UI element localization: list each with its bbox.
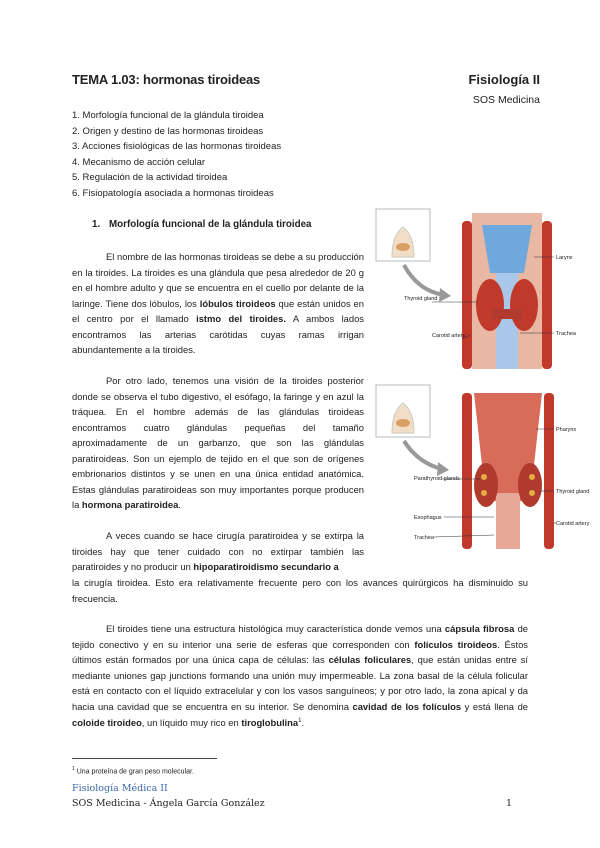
footnote: $^1$ Una proteína de gran peso molecular. [72,766,194,776]
footer-course: Fisiología Médica II [72,783,168,794]
label-carotid-artery: Carotid artery [432,333,466,339]
page-number: 1 [506,798,513,809]
label-pharynx: Pharynx [556,427,577,433]
label-thyroid-gland: Thyroid gland [404,296,438,302]
table-of-contents [72,108,281,201]
paragraph-2: Por otro lado, tenemos una visión de la tiroides posterior donde se observa el tubo digestivo, el esófago, la faringe y en azul la tráquea. En el hombre además de las glándulas tiroideas encontramos cuatro glándulas pequeñas del tamaño aproximadamente de un garbanzo, que son las glándulas paratiroideas. Son un ejemplo de tejido en el que son de orígenes embrionarios distintos y se unen en una única entidad anatómica. Estas glándulas paratiroideas son muy importantes porque producen la hormona paratiroidea. [72,375,364,510]
arrow-head-icon [437,462,449,476]
thyroid-anterior-figure [374,207,578,369]
carotid-right-shape [544,393,554,549]
footer-author: SOS Medicina - Ángela García González [72,798,265,809]
carotid-left-shape [462,393,472,549]
thyroid-isthmus-shape [492,309,522,319]
label-carotid-artery: Carotid artery [556,521,590,527]
thyroid-posterior-figure [374,383,590,549]
label-thyroid-gland: Thyroid gland [556,489,590,495]
thyroid-lobe-left-shape [474,463,498,507]
label-parathyroid-glands: Parathyroid glands [414,476,460,482]
toc-item: 2. Origen y destino de las hormonas tiroideas [72,125,264,137]
carotid-right-shape [542,221,552,369]
paragraph-3b: la cirugía tiroidea. Esto era relativamente frecuente pero con los avances quirúrgicos ha disminuido su frecuencia. [72,577,528,604]
inset-thyroid-icon [396,419,410,427]
thyroid-lobe-left-shape [476,279,504,331]
section-title: Morfología funcional de la glándula tiroidea [109,219,312,230]
esophagus-shape [496,493,520,549]
arrow-icon [404,441,442,469]
paragraph-3a: A veces cuando se hace cirugía paratiroidea y se extirpa la tiroides hay que tener cuidado con no extirpar también las paratiroides y no producir un hipoparatiroidismo secundario a [72,530,364,572]
label-larynx: Larynx [556,255,573,261]
section-heading [92,219,311,230]
footnote-divider [72,758,217,759]
parathyroid-shape [529,474,535,480]
thyroid-lobe-right-shape [518,463,542,507]
subject-label: Fisiología II [468,72,540,87]
arrow-icon [404,265,444,295]
toc-item: 1. Morfología funcional de la glándula tiroidea [72,110,264,121]
arrow-head-icon [439,288,451,302]
label-trachea: Trachea [556,331,576,337]
paragraph-4: El tiroides tiene una estructura histológica muy característica donde vemos una cápsula fibrosa de tejido conectivo y en su interior una serie de esferas que corresponden con folículos tiroideos. Éstos últimos están formados por una única capa de células: las células foliculares, que están unidas entre sí mediante uniones gap junctions formando una unión muy impermeable. La zona basal de la célula folicular está en contacto con el líquido extracelular y con los vasos sanguíneos; y por otro lado, la zona apical y da hacia una cavidad que se encuentra en su interior. Se denomina cavidad de los folículos y está llena de coloide tiroideo, un líquido muy rico en tiroglobulina$^1$. [72,623,528,729]
org-label: SOS Medicina [472,94,540,106]
parathyroid-shape [481,474,487,480]
toc-item: 4. Mecanismo de acción celular [72,156,206,168]
toc-item: 5. Regulación de la actividad tiroidea [72,172,228,183]
label-esophagus: Esophagus [414,515,442,521]
parathyroid-shape [481,490,487,496]
document-title: TEMA 1.03: hormonas tiroideas [72,72,261,87]
inset-thyroid-icon [396,243,410,251]
larynx-shape [482,225,532,273]
toc-item: 6. Fisiopatología asociada a hormonas tiroideas [72,187,274,199]
paragraph-1: El nombre de las hormonas tiroideas se debe a su producción en la tiroides. La tiroides es una glándula que pesa alrededor de 20 g en el hombre adulto y que se encuentra en el cuello por delante de la laringe. Tiene dos lóbulos, los lóbulos tiroideos que están unidos en el centro por el llamado istmo del tiroides. A ambos lados encontramos las arterias carótidas cuyas ramas irrigan abundantemente a la tiroides. [72,251,364,355]
section-number: 1. [92,219,101,230]
thyroid-lobe-right-shape [510,279,538,331]
label-trachea: Trachea [414,535,434,541]
toc-item: 3. Acciones fisiológicas de las hormonas tiroideas [72,141,282,152]
parathyroid-shape [529,490,535,496]
carotid-left-shape [462,221,472,369]
